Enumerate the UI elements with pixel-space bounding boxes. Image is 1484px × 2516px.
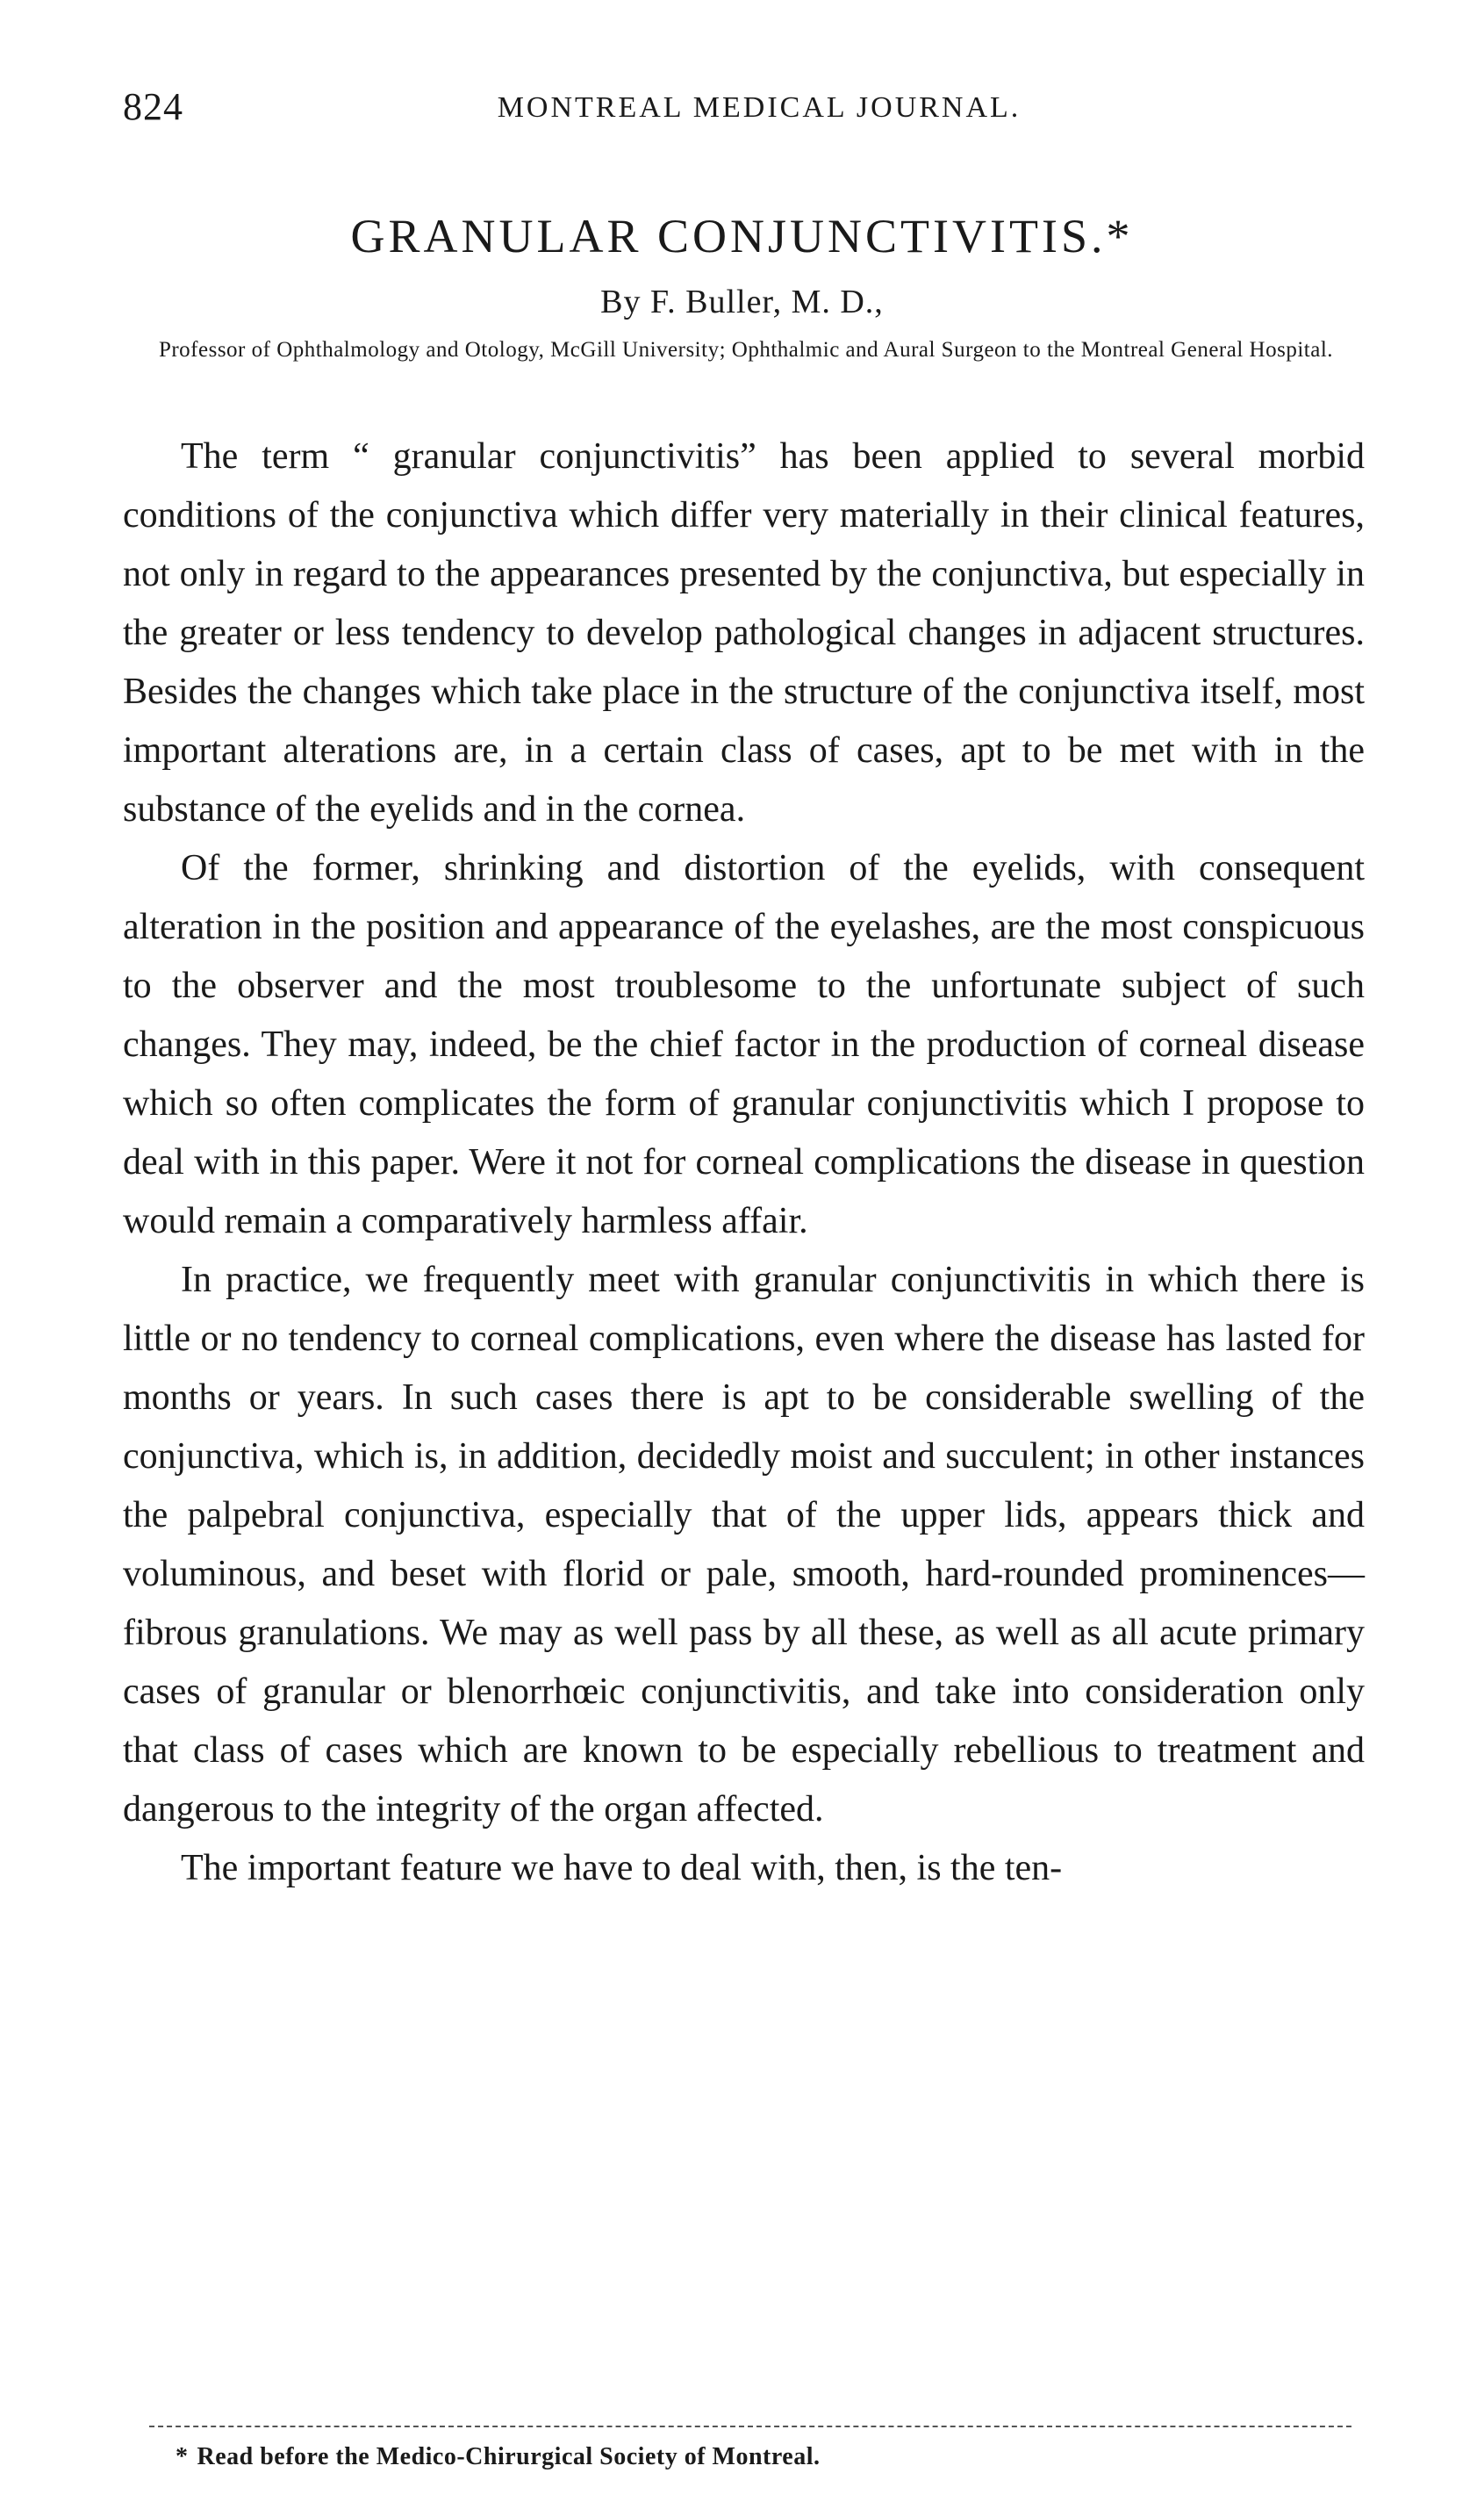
footnote-text: Read before the Medico-Chirurgical Society of Montreal. [197, 2443, 821, 2470]
paragraph: The important feature we have to deal with, then, is the ten- [181, 1848, 1063, 1888]
footnote [176, 2443, 820, 2471]
author-byline: By F. Buller, M. D., [600, 284, 884, 320]
footnote-divider [149, 2426, 1351, 2427]
journal-title: MONTREAL MEDICAL JOURNAL. [497, 91, 1022, 124]
paragraph: The term “ granular conjunctivitis” has been applied to several morbid conditions of the conjunctiva which differ very materially in their clinical features, not only in regard to the appearances presented by the conjunctiva, but especially in the greater or less tendency to develop pathological changes in adjacent structures. Besides the changes which take place in the structure of the conjunctiva itself, most important alterations are, in a certain class of cases, apt to be met with in the substance of the eyelids and in the cornea. [123, 436, 1365, 830]
paragraph: In practice, we frequently meet with granular conjunctivitis in which there is little or no tendency to corneal complications, even where the disease has lasted for months or years. In such cases there is apt to be considerable swelling of the conjunctiva, which is, in addition, decidedly moist and succulent; in other instances the palpebral conjunctiva, especially that of the upper lids, appears thick and voluminous, and beset with florid or pale, smooth, hard-rounded prominences—fibrous granulations. We may as well pass by all these, as well as all acute primary cases of granular or blenorrhœic conjunctivitis, and take into consideration only that class of cases which are known to be especially rebellious to treatment and dangerous to the integrity of the organ affected. [123, 1260, 1365, 1829]
footnote-mark: * [176, 2443, 189, 2470]
running-head [123, 84, 1360, 137]
paragraph: Of the former, shrinking and distortion of the eyelids, with consequent alteration in the position and appearance of the eyelashes, are the most conspicuous to the observer and the most troublesome to the unfortunate subject of such changes. They may, indeed, be the chief factor in the production of corneal disease which so often complicates the form of granular conjunctivitis which I propose to deal with in this paper. Were it not for corneal complications the disease in question would remain a comparatively harmless affair. [123, 848, 1365, 1241]
article-body [123, 428, 1365, 1898]
article-title: GRANULAR CONJUNCTIVITIS.* [350, 210, 1134, 262]
author-affiliation: Professor of Ophthalmology and Otology, McGill University; Ophthalmic and Aural Surgeon to the Montreal General Hospital. [158, 338, 1334, 362]
page-number: 824 [123, 85, 183, 128]
